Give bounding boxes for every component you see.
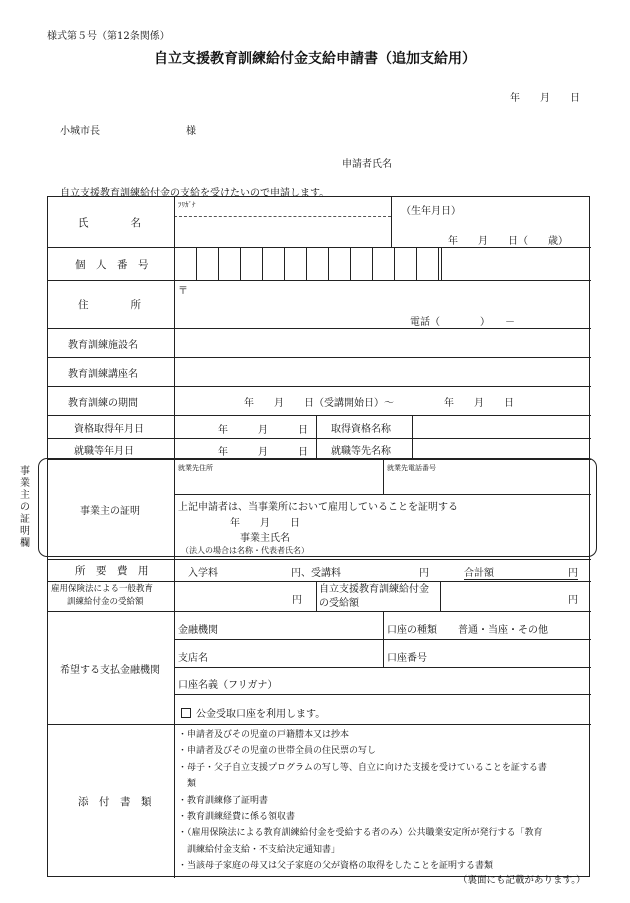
phone-field: 電話（ ） － — [410, 317, 515, 328]
birth-fill: 年 月 日（ 歳） — [448, 236, 568, 247]
yen-3: 円 — [292, 595, 302, 606]
branch-name-label: 支店名 — [178, 653, 208, 664]
account-type-label: 口座の種類 — [387, 625, 437, 636]
qual-date-value: 年 月 日 — [218, 425, 308, 436]
total-label: 合計額 — [464, 564, 578, 580]
form-number: 様式第５号（第12条関係） — [47, 31, 170, 42]
list-item: ・教育訓練経費に係る領収書 — [178, 812, 296, 823]
applicant-name-label: 申請者氏名 — [342, 159, 392, 170]
address-label: 住 所 — [78, 299, 141, 311]
list-item: ・（雇用保険法による教育訓練給付金を受給する者のみ）公共職業安定所が発行する「教育 — [178, 828, 543, 839]
bank-section-label: 希望する支払金融機関 — [60, 665, 160, 676]
account-holder-label: 口座名義（フリガナ） — [178, 680, 278, 691]
period-value: 年 月 日（受講開始日）〜 年 月 日 — [244, 398, 514, 409]
footer-note: （裏面にも記載があります。） — [458, 875, 586, 886]
account-number-label: 口座番号 — [387, 653, 427, 664]
application-form — [47, 196, 590, 877]
yen-4: 円 — [568, 595, 578, 606]
furigana-label: ﾌﾘｶﾞﾅ — [178, 201, 196, 209]
list-item: 訓練給付金支給・不支給決定通知書」 — [178, 844, 341, 855]
list-item: ・母子・父子自立支援プログラムの写し等、自立に向けた支援を受けていることを証する書 — [178, 762, 547, 773]
intro-text: 自立支援教育訓練給付金の支給を受けたいので申請します。 — [60, 188, 330, 199]
employ-date-value: 年 月 日 — [218, 447, 308, 458]
checkbox-icon[interactable] — [181, 708, 191, 718]
public-account-option[interactable]: 公金受取口座を利用します。 — [181, 705, 325, 720]
qual-name-label: 取得資格名称 — [331, 424, 391, 435]
page-title: 自立支援教育訓練給付金支給申請書（追加支給用） — [154, 51, 476, 67]
employ-date-label: 就職等年月日 — [74, 446, 134, 457]
yen-1: 円 — [419, 568, 429, 579]
list-item: ・教育訓練修了証明書 — [178, 795, 269, 806]
date-line: 年 月 日 — [510, 93, 580, 104]
period-label: 教育訓練の期間 — [68, 398, 138, 409]
support-benefit-label: 自立支援教育訓練給付金 の受給額 — [319, 584, 429, 609]
list-item: ・申請者及びその児童の世帯全員の住民票の写し — [178, 746, 377, 757]
workplace-phone-label: 就業先電話番号 — [387, 464, 436, 472]
employer-label: 就職等先名称 — [331, 446, 391, 457]
qual-date-label: 資格取得年月日 — [74, 424, 144, 435]
workplace-label: 就業先住所 — [178, 464, 213, 472]
birth-label: （生年月日） — [401, 206, 461, 217]
postal-mark: 〒 — [178, 286, 188, 297]
employer-note: （法人の場合は名称・代表者氏名） — [181, 546, 309, 555]
account-type-options: 普通・当座・その他 — [458, 625, 548, 636]
employer-name: 事業主氏名 — [240, 533, 290, 544]
expenses-label: 所 要 費 用 — [75, 565, 149, 577]
addressee: 小城市長 — [60, 126, 100, 137]
attachments-label: 添 付 書 類 — [78, 796, 152, 808]
employment-insurance-label: 雇用保険法による一般教育 訓練給付金の受給額 — [51, 584, 154, 607]
tuition-label: 円、受講料 — [291, 568, 341, 579]
mynumber-label: 個 人 番 号 — [75, 259, 149, 271]
employer-cert-label: 事業主の証明 — [80, 506, 140, 517]
name-label: 氏 名 — [78, 217, 141, 229]
facility-label: 教育訓練施設名 — [68, 340, 138, 351]
attachments-list — [178, 727, 547, 875]
bank-name-label: 金融機関 — [178, 625, 218, 636]
side-label: 事業主の証明欄 — [20, 466, 30, 549]
course-label: 教育訓練講座名 — [68, 369, 138, 380]
list-item: ・申請者及びその児童の戸籍謄本又は抄本 — [178, 730, 350, 740]
list-item: ・当該母子家庭の母又は父子家庭の父が資格の取得をしたことを証明する書類 — [178, 861, 494, 872]
yen-2: 円 — [568, 568, 578, 579]
list-item: 類 — [178, 779, 197, 790]
cert-date: 年 月 日 — [230, 518, 300, 529]
honorific: 様 — [186, 126, 196, 137]
cert-statement: 上記申請者は、当事業所において雇用していることを証明する — [178, 502, 458, 513]
admission-fee: 入学料 — [188, 568, 218, 579]
